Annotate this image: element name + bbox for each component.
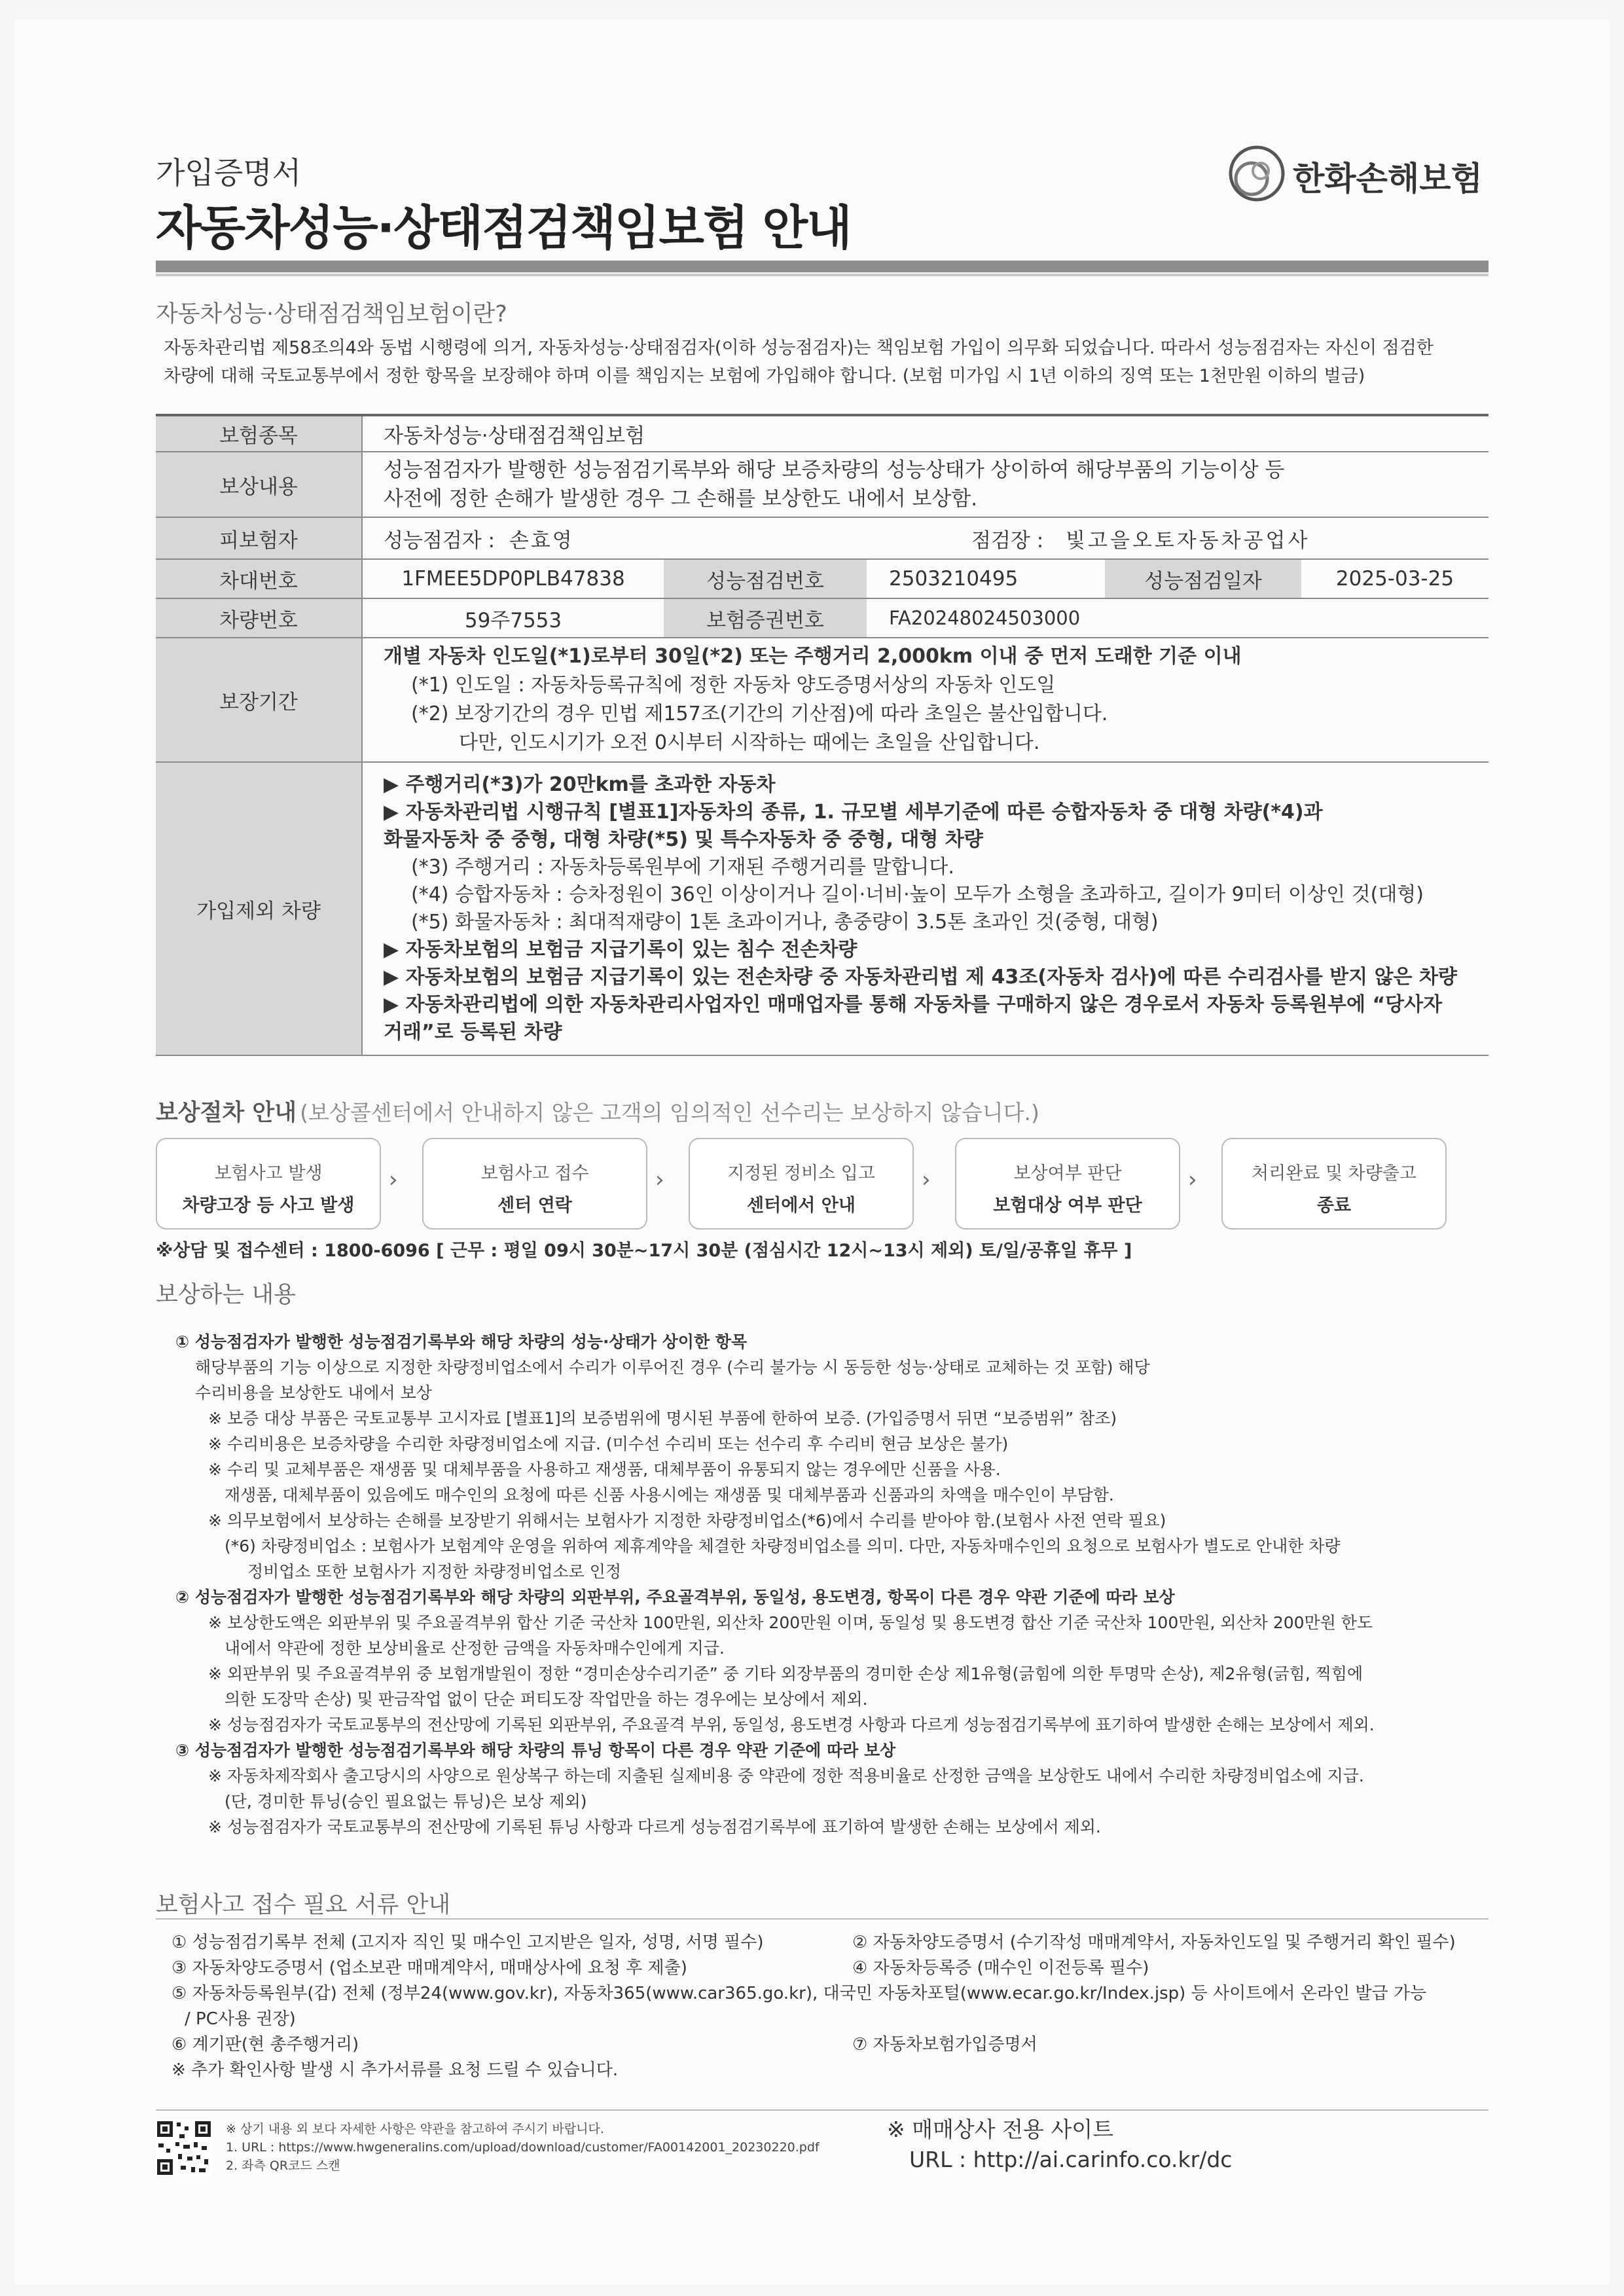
document-row xyxy=(171,2032,1487,2058)
header-divider-thin xyxy=(156,274,1489,276)
value-inspect-date: 2025-03-25 xyxy=(1301,559,1489,598)
exclusion-line: ▶ 자동차관리법에 의한 자동차관리사업자인 매매업자를 통해 자동차를 구매하지 않은 경우로서 자동차 등록원부에 “당사자 xyxy=(384,993,1443,1016)
coverage-heading: 보상하는 내용 xyxy=(156,1282,296,1308)
footer-divider xyxy=(156,2109,1489,2111)
shop-name: 빛고을오토자동차공업사 xyxy=(1066,528,1310,553)
step-desc: 차량고장 등 사고 발생 xyxy=(182,1195,355,1216)
hanwha-logo-icon xyxy=(1224,141,1290,206)
coverage-item: ※ 외판부위 및 주요골격부위 중 보험개발원이 정한 “경미손상수리기준” 중 기타 외장부품의 경미한 손상 제1유형(긁힘에 의한 투명막 손상), 제2유형(긁힘, 찍힘에 xyxy=(208,1664,1363,1683)
exclusion-line: (*5) 화물자동차 : 최대적재량이 1톤 초과이거나, 총중량이 3.5톤 초과인 것(중형, 대형) xyxy=(411,911,1159,934)
coverage-item: 재생품, 대체부품이 있음에도 매수인의 요청에 따른 신품 사용시에는 재생품 및 대체부품과 신품과의 차액을 매수인이 부담함. xyxy=(225,1485,1114,1504)
value-inspector xyxy=(362,517,867,559)
step-desc: 센터에서 안내 xyxy=(747,1195,856,1216)
row-plate xyxy=(156,598,1489,638)
procedure-step-2 xyxy=(422,1138,647,1230)
exclusion-line: ▶ 자동차보험의 보험금 지급기록이 있는 전손차량 중 자동차관리법 제 43조(자동차 검사)에 따른 수리검사를 받지 않은 차량 xyxy=(384,966,1457,989)
step-title: 보상여부 판단 xyxy=(1013,1163,1122,1184)
documents-divider xyxy=(156,1918,1489,1920)
coverage-item: ※ 수리비용은 보증차량을 수리한 차량정비업소에 지급. (미수선 수리비 또는 선수리 후 수리비 현금 보상은 불가) xyxy=(208,1434,1009,1453)
label-inspect-date: 성능점검일자 xyxy=(1105,559,1301,598)
contact-center: ※상담 및 접수센터 : 1800-6096 [ 근무 : 평일 09시 30분~17시 30분 (점심시간 12시~13시 제외) 토/일/공휴일 휴무 ] xyxy=(156,1241,1132,1261)
documents-list xyxy=(171,1930,1487,2083)
document-row xyxy=(171,1981,1487,2007)
label-inspect-no: 성능점검번호 xyxy=(664,559,867,598)
company-logo xyxy=(1224,141,1499,213)
coverage-item: 의한 도장막 손상) 및 판금작업 없이 단순 퍼티도장 작업만을 하는 경우에는 보상에서 제외. xyxy=(225,1690,868,1709)
document-item: ① 성능점검기록부 전체 (고지자 직인 및 매수인 고지받은 일자, 성명, 서명 필수) xyxy=(171,1933,764,1952)
footer-note: 2. 좌측 QR코드 스캔 xyxy=(226,2159,340,2173)
label-exclusion: 가입제외 차량 xyxy=(156,762,362,1055)
intro-heading: 자동차성능·상태점검책임보험이란? xyxy=(156,301,507,327)
exclusion-line: ▶ 주행거리(*3)가 20만km를 초과한 자동차 xyxy=(384,773,776,796)
page-title: 자동차성능·상태점검책임보험 안내 xyxy=(156,200,851,255)
document-item: ③ 자동차양도증명서 (업소보관 매매계약서, 매매상사에 요청 후 제출) xyxy=(171,1958,687,1978)
coverage-item: ※ 의무보험에서 보상하는 손해를 보장받기 위해서는 보험사가 지정한 차량정비업소(*6)에서 수리를 받아야 함.(보험사 사전 연락 필요) xyxy=(208,1511,1166,1530)
row-exclusion xyxy=(156,762,1489,1055)
row-insured xyxy=(156,517,1489,559)
coverage-line: 사전에 정한 손해가 발생한 경우 그 손해를 보상한도 내에서 보상함. xyxy=(384,487,978,511)
procedure-step-3 xyxy=(689,1138,914,1230)
document-item: ④ 자동차등록증 (매수인 이전등록 필수) xyxy=(852,1958,1149,1978)
label-coverage: 보상내용 xyxy=(156,452,362,517)
value-exclusion xyxy=(362,762,1489,1055)
label-plate: 차량번호 xyxy=(156,598,362,638)
document-item: / PC사용 권장) xyxy=(185,2009,296,2029)
procedure-step-4 xyxy=(955,1138,1180,1230)
step-desc: 종료 xyxy=(1316,1195,1352,1216)
document-row xyxy=(171,2058,1487,2083)
procedure-title: 보상절차 안내 xyxy=(156,1100,297,1126)
footer-notes xyxy=(226,2120,820,2175)
document-item: ② 자동차양도증명서 (수기작성 매매계약서, 자동차인도일 및 주행거리 확인 필수) xyxy=(852,1933,1456,1952)
inspector-label: 성능점검자 : xyxy=(384,528,496,553)
intro-line: 차량에 대해 국토교통부에서 정한 항목을 보장해야 하며 이를 책임지는 보험에 가입해야 합니다. (보험 미가입 시 1년 이하의 징역 또는 1천만원 이하의 벌금) xyxy=(164,366,1365,386)
period-line: (*1) 인도일 : 자동차등록규칙에 정한 자동차 양도증명서상의 자동차 인도일 xyxy=(411,674,1056,697)
value-vin: 1FMEE5DP0PLB47838 xyxy=(362,559,664,598)
document-item: ※ 추가 확인사항 발생 시 추가서류를 요청 드릴 수 있습니다. xyxy=(171,2060,619,2080)
row-period xyxy=(156,638,1489,762)
coverage-line: 성능점검자가 발행한 성능점검기록부와 해당 보증차량의 성능상태가 상이하여 해당부품의 기능이상 등 xyxy=(384,458,1285,482)
coverage-item: ② 성능점검자가 발행한 성능점검기록부와 해당 차량의 외판부위, 주요골격부위, 동일성, 용도변경, 항목이 다른 경우 약관 기준에 따라 보상 xyxy=(175,1588,1175,1607)
exclusion-line: (*4) 승합자동차 : 승차정원이 36인 이상이거나 길이·너비·높이 모두가 소형을 초과하고, 길이가 9미터 이상인 것(대형) xyxy=(411,883,1424,906)
row-vin xyxy=(156,559,1489,598)
document-item: ⑦ 자동차보험가입증명서 xyxy=(852,2035,1038,2054)
procedure-step-1 xyxy=(156,1138,381,1230)
dealer-site xyxy=(887,2115,1232,2175)
exclusion-line: 거래”로 등록된 차량 xyxy=(384,1021,562,1044)
coverage-item: ③ 성능점검자가 발행한 성능점검기록부와 해당 차량의 튜닝 항목이 다른 경우 약관 기준에 따라 보상 xyxy=(175,1741,896,1760)
coverage-item: 정비업소 또한 보험사가 지정한 차량정비업소로 인정 xyxy=(247,1562,622,1581)
document-row xyxy=(171,1956,1487,1981)
coverage-item: (단, 경미한 튜닝(승인 필요없는 튜닝)은 보상 제외) xyxy=(225,1792,587,1811)
logo-text: 한화손해보험 xyxy=(1293,160,1483,198)
step-title: 지정된 정비소 입고 xyxy=(727,1163,875,1184)
document-row xyxy=(171,2007,1487,2032)
coverage-item: 내에서 약관에 정한 보상비율로 산정한 금액을 자동차매수인에게 지급. xyxy=(225,1639,725,1658)
value-plate: 59주7553 xyxy=(362,598,664,638)
exclusion-line: ▶ 자동차관리법 시행규칙 [별표1]자동차의 종류, 1. 규모별 세부기준에 따른 승합자동차 중 대형 차량(*4)과 xyxy=(384,801,1323,824)
coverage-item: (*6) 차량정비업소 : 보험사가 보험계약 운영을 위하여 제휴계약을 체결한 차량정비업소를 의미. 다만, 자동차매수인의 요청으로 보험사가 별도로 안내한 차량 xyxy=(225,1537,1341,1556)
coverage-item: 해당부품의 기능 이상으로 지정한 차량정비업소에서 수리가 이루어진 경우 (수리 불가능 시 동등한 성능·상태로 교체하는 것 포함) 해당 xyxy=(195,1358,1150,1377)
qr-code-icon[interactable] xyxy=(156,2120,212,2176)
exclusion-line: (*3) 주행거리 : 자동차등록원부에 기재된 주행거리를 말합니다. xyxy=(411,856,954,879)
coverage-body xyxy=(175,1329,1485,1840)
period-line: (*2) 보장기간의 경우 민법 제157조(기간의 기산점)에 따라 초일은 불산입합니다. xyxy=(411,702,1108,725)
chevron-right-icon: › xyxy=(1188,1167,1197,1193)
document-item: ⑤ 자동차등록원부(갑) 전체 (정부24(www.gov.kr), 자동차365(www.car365.go.kr), 대국민 자동차포털(www.ecar.go.kr/Index.jsp) 등 사이트에서 온라인 발급 가능 xyxy=(171,1984,1427,2003)
period-line: 다만, 인도시기가 오전 0시부터 시작하는 때에는 초일을 산입합니다. xyxy=(459,731,1040,754)
documents-heading: 보험사고 접수 필요 서류 안내 xyxy=(156,1892,451,1918)
header-divider xyxy=(156,261,1489,272)
label-vin: 차대번호 xyxy=(156,559,362,598)
step-desc: 보험대상 여부 판단 xyxy=(993,1195,1142,1216)
procedure-note: (보상콜센터에서 안내하지 않은 고객의 임의적인 선수리는 보상하지 않습니다.) xyxy=(300,1100,1039,1125)
coverage-item: ※ 수리 및 교체부품은 재생품 및 대체부품을 사용하고 재생품, 대체부품이 유통되지 않는 경우에만 신품을 사용. xyxy=(208,1460,1001,1479)
chevron-right-icon: › xyxy=(922,1167,931,1193)
coverage-item: ※ 성능점검자가 국토교통부의 전산망에 기록된 외판부위, 주요골격 부위, 동일성, 용도변경 사항과 다르게 성능점검기록부에 표기하여 발생한 손해는 보상에서 제외. xyxy=(208,1715,1375,1734)
coverage-item: 수리비용을 보상한도 내에서 보상 xyxy=(195,1383,432,1402)
dealer-site-label: ※ 매매상사 전용 사이트 xyxy=(887,2117,1114,2142)
document-row xyxy=(171,1930,1487,1956)
coverage-item: ※ 성능점검자가 국토교통부의 전산망에 기록된 튜닝 사항과 다르게 성능점검기록부에 표기하여 발생한 손해는 보상에서 제외. xyxy=(208,1817,1101,1836)
label-insured: 피보험자 xyxy=(156,517,362,559)
label-cert-no: 보험증권번호 xyxy=(664,598,867,638)
procedure-step-5 xyxy=(1221,1138,1447,1230)
dealer-site-url[interactable]: URL : http://ai.carinfo.co.kr/dc xyxy=(909,2147,1233,2172)
row-insurance-type xyxy=(156,415,1489,452)
value-coverage xyxy=(362,452,1489,517)
chevron-right-icon: › xyxy=(655,1167,664,1193)
exclusion-line: 화물자동차 중 중형, 대형 차량(*5) 및 특수자동차 중 중형, 대형 차량 xyxy=(384,828,983,851)
procedure-heading xyxy=(156,1095,1039,1127)
footer-url[interactable]: 1. URL : https://www.hwgeneralins.com/upload/download/customer/FA00142001_20230220.pdf xyxy=(226,2140,820,2155)
value-insurance-type: 자동차성능·상태점검책임보험 xyxy=(362,415,1489,452)
step-desc: 센터 연락 xyxy=(497,1195,572,1216)
value-period xyxy=(362,638,1489,762)
inspector-name: 손효영 xyxy=(509,528,574,553)
step-title: 처리완료 및 차량출고 xyxy=(1252,1163,1416,1184)
value-shop xyxy=(867,517,1489,559)
label-insurance-type: 보험종목 xyxy=(156,415,362,452)
intro-line: 자동차관리법 제58조의4와 동법 시행령에 의거, 자동차성능·상태점검자(이하 성능점검자)는 책임보험 가입이 의무화 되었습니다. 따라서 성능점검자는 자신이 점검한 xyxy=(164,338,1434,358)
value-cert-no: FA20248024503000 xyxy=(867,598,1489,638)
document-item: ⑥ 계기판(현 총주행거리) xyxy=(171,2035,359,2054)
exclusion-line: ▶ 자동차보험의 보험금 지급기록이 있는 침수 전손차량 xyxy=(384,938,857,961)
step-title: 보험사고 발생 xyxy=(214,1163,323,1184)
step-title: 보험사고 접수 xyxy=(480,1163,589,1184)
value-inspect-no: 2503210495 xyxy=(867,559,1105,598)
intro-text xyxy=(164,334,1486,390)
label-period: 보장기간 xyxy=(156,638,362,762)
coverage-item: ※ 보증 대상 부품은 국토교통부 고시자료 [별표1]의 보증범위에 명시된 부품에 한하여 보증. (가입증명서 뒤면 “보증범위” 참조) xyxy=(208,1409,1117,1428)
chevron-right-icon: › xyxy=(389,1167,398,1193)
coverage-item: ① 성능점검자가 발행한 성능점검기록부와 해당 차량의 성능·상태가 상이한 항목 xyxy=(175,1332,748,1351)
coverage-item: ※ 보상한도액은 외판부위 및 주요골격부위 합산 기준 국산차 100만원, 외산차 200만원 이며, 동일성 및 용도변경 합산 기준 국산차 100만원, 외산차 200만원 한도 xyxy=(208,1613,1373,1632)
footer-note: ※ 상기 내용 외 보다 자세한 사항은 약관을 참고하여 주시기 바랍니다. xyxy=(226,2122,604,2136)
policy-table xyxy=(156,414,1489,1056)
coverage-item: ※ 자동차제작회사 출고당시의 사양으로 원상복구 하는데 지출된 실제비용 중 약관에 정한 적용비율로 산정한 금액을 보상한도 내에서 수리한 차량정비업소에 지급. xyxy=(208,1766,1364,1785)
shop-label: 점검장 : xyxy=(971,528,1044,553)
period-line: 개별 자동차 인도일(*1)로부터 30일(*2) 또는 주행거리 2,000km 이내 중 먼저 도래한 기준 이내 xyxy=(384,645,1242,668)
row-coverage xyxy=(156,452,1489,517)
doc-type: 가입증명서 xyxy=(156,155,302,191)
